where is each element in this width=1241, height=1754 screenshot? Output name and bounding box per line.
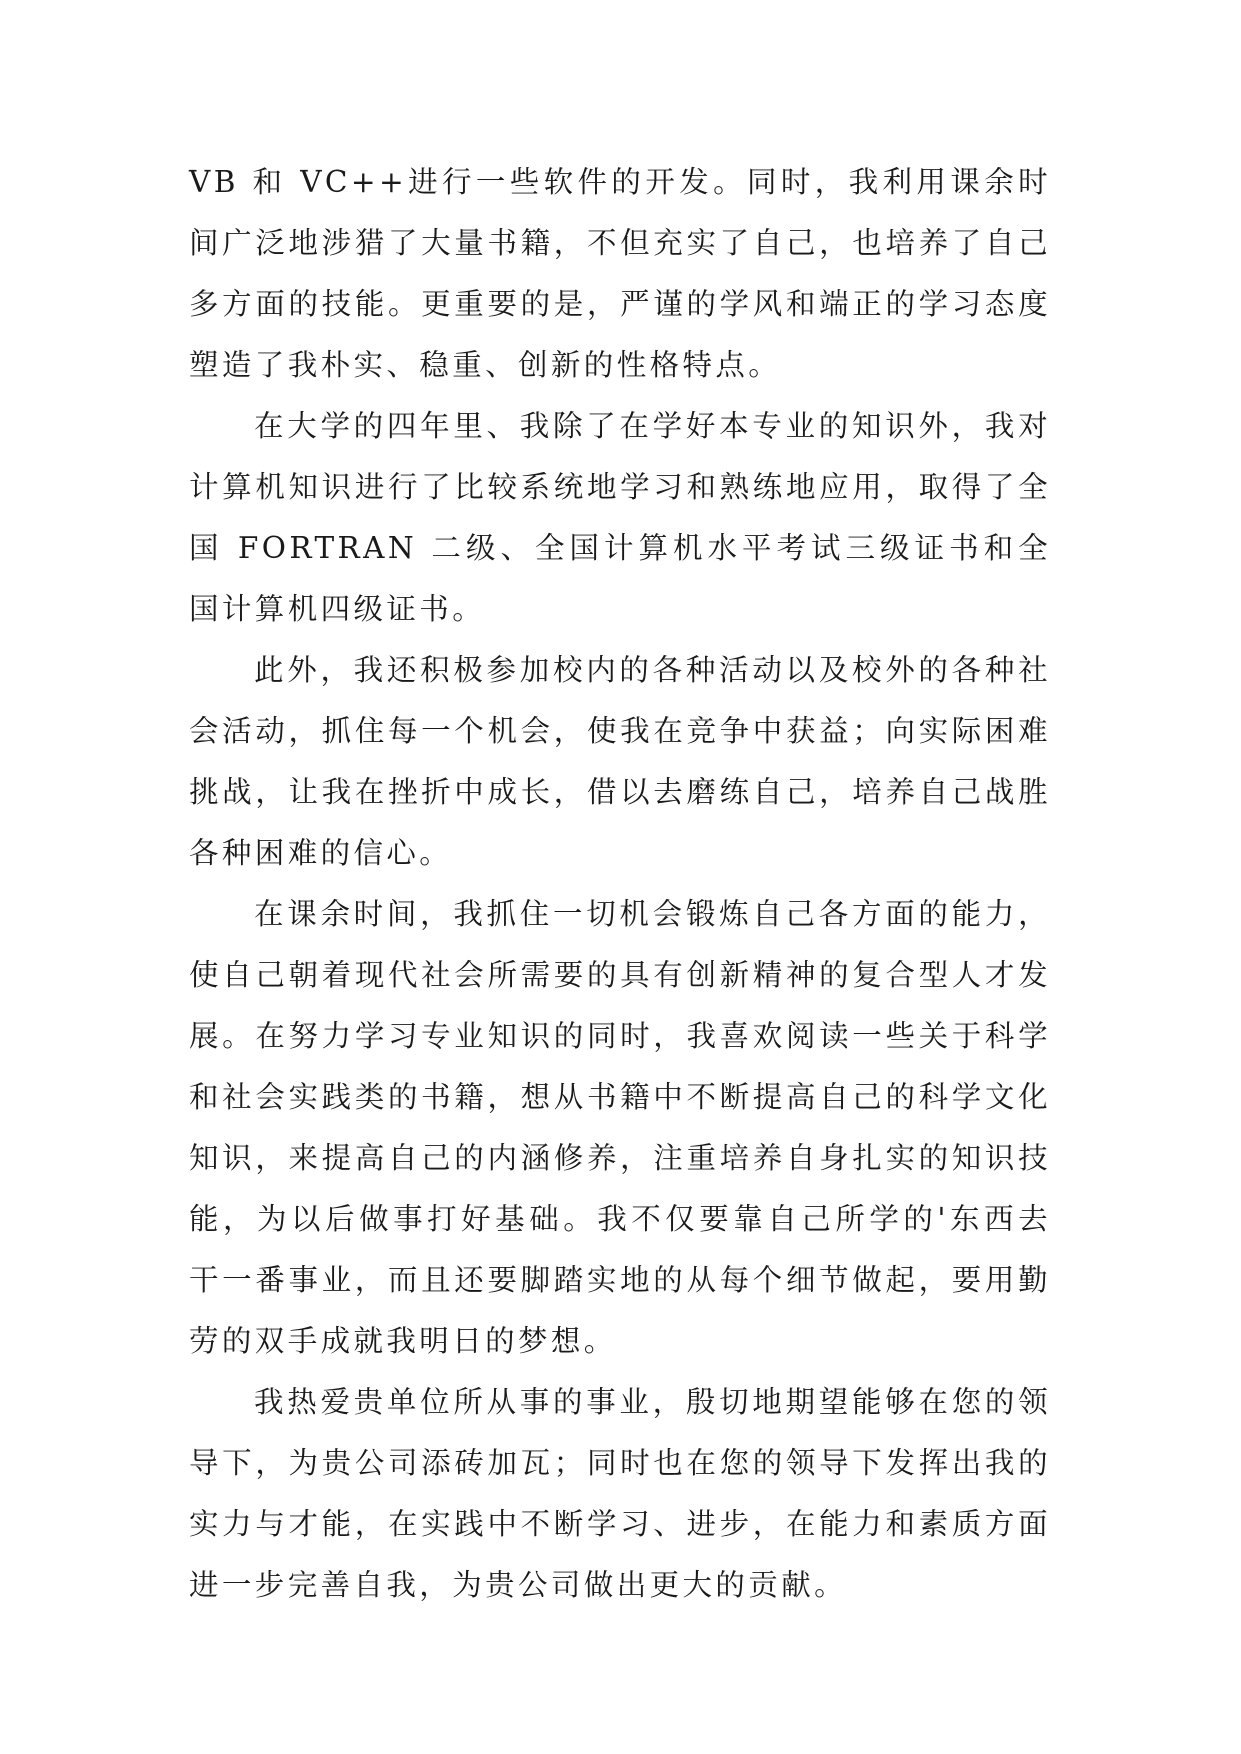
paragraph-computer-certificates: 在大学的四年里、我除了在学好本专业的知识外，我对计算机知识进行了比较系统地学习和熟练地应用，取得了全国 FORTRAN 二级、全国计算机水平考试三级证书和全国计算机四级证书。	[189, 409, 1051, 626]
paragraph-activities: 此外，我还积极参加校内的各种活动以及校外的各种社会活动，抓住每一个机会，使我在竞争中获益；向实际困难挑战，让我在挫折中成长，借以去磨练自己，培养自己战胜各种困难的信心。	[189, 653, 1051, 870]
paragraph-closing-aspiration: 我热爱贵单位所从事的事业，殷切地期望能够在您的领导下，为贵公司添砖加瓦；同时也在您的领导下发挥出我的实力与才能，在实践中不断学习、进步，在能力和素质方面进一步完善自我，为贵公司做出更大的贡献。	[189, 1385, 1051, 1602]
paragraph-skills-reading: VB 和 VC++进行一些软件的开发。同时，我利用课余时间广泛地涉猎了大量书籍，不但充实了自己，也培养了自己多方面的技能。更重要的是，严谨的学风和端正的学习态度塑造了我朴实、稳重、创新的性格特点。	[189, 165, 1051, 382]
paragraph-self-development: 在课余时间，我抓住一切机会锻炼自己各方面的能力，使自己朝着现代社会所需要的具有创新精神的复合型人才发展。在努力学习专业知识的同时，我喜欢阅读一些关于科学和社会实践类的书籍，想从书籍中不断提高自己的科学文化知识，来提高自己的内涵修养，注重培养自身扎实的知识技能，为以后做事打好基础。我不仅要靠自己所学的'东西去干一番事业，而且还要脚踏实地的从每个细节做起，要用勤劳的双手成就我明日的梦想。	[189, 897, 1051, 1358]
document-body	[189, 152, 1051, 1616]
